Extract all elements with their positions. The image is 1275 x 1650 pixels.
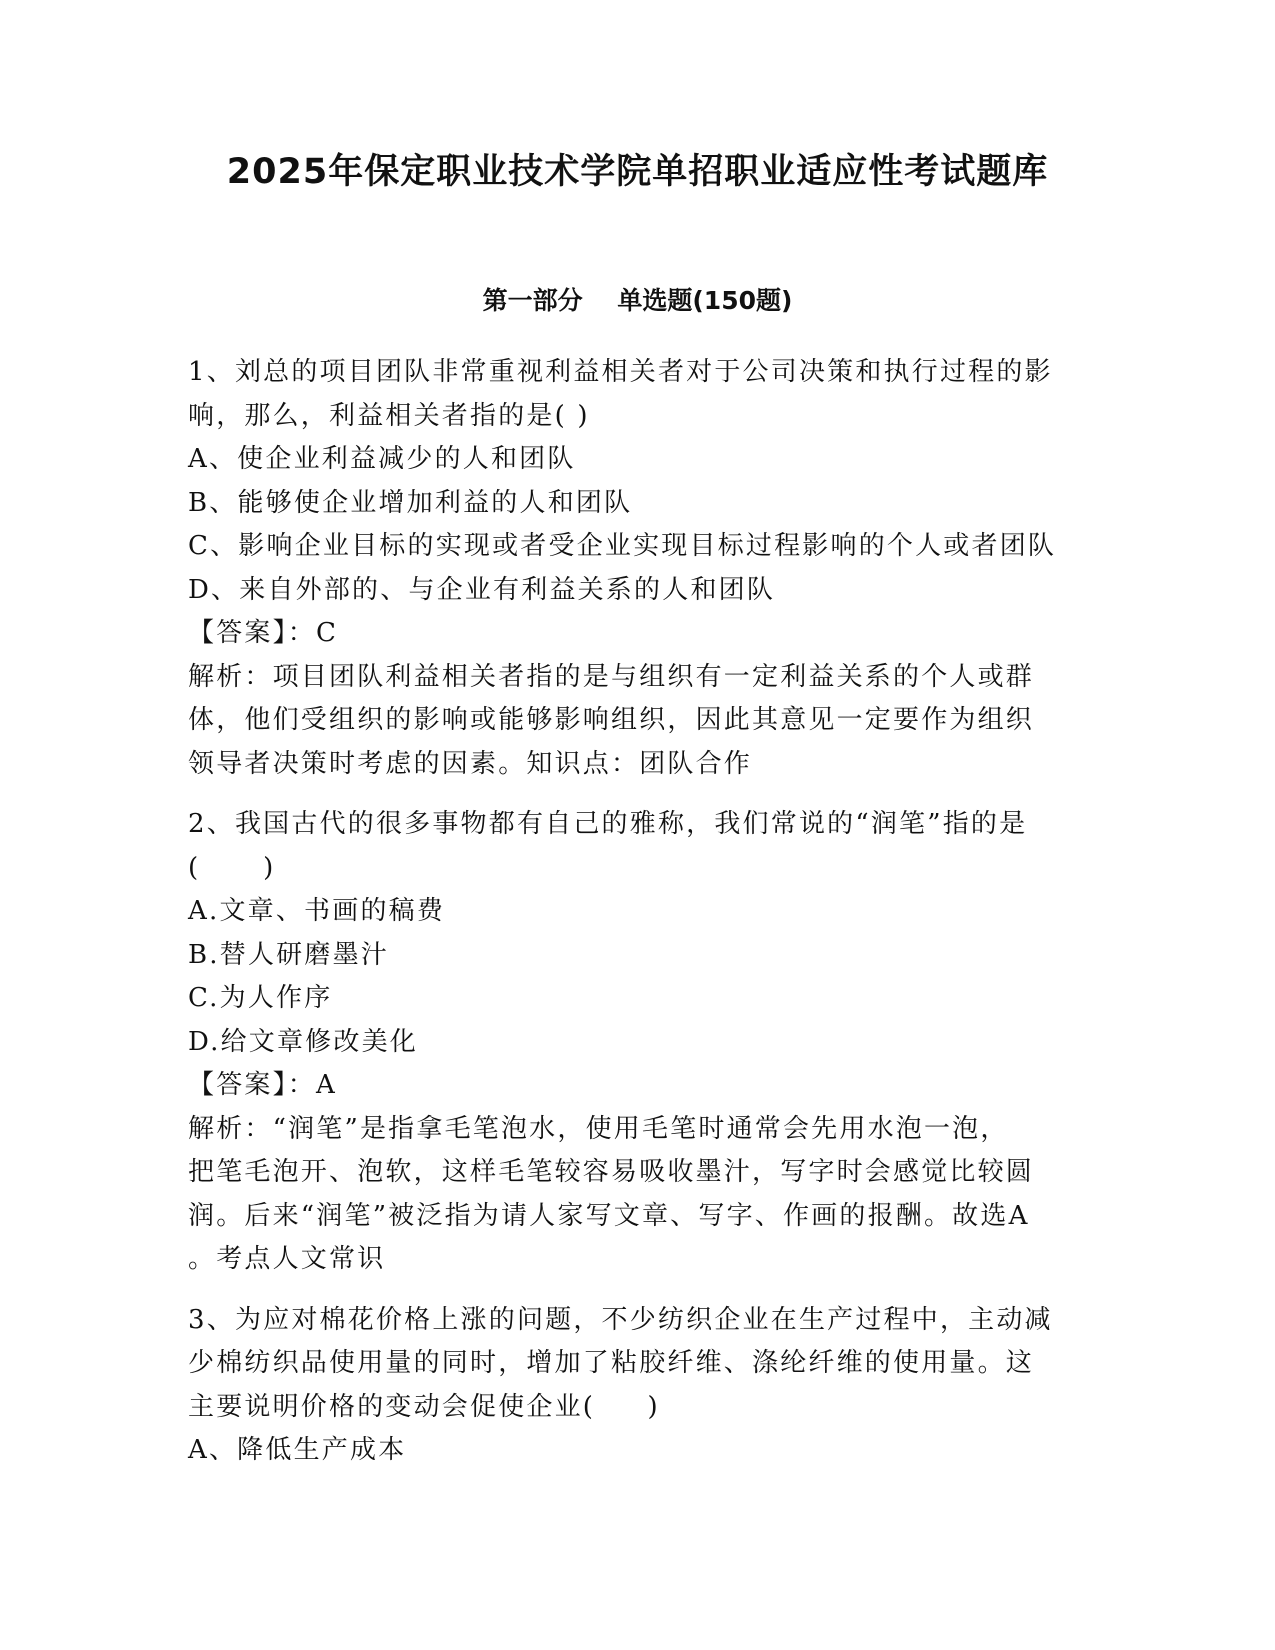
question-stem-line: 2、我国古代的很多事物都有自己的雅称，我们常说的“润笔”指的是: [188, 809, 1028, 839]
document-title: 2025年保定职业技术学院单招职业适应性考试题库: [226, 152, 1049, 192]
question-2: [188, 803, 1088, 1282]
option-a: A、降低生产成本: [188, 1435, 407, 1465]
analysis-line: 润。后来“润笔”被泛指为请人家写文章、写字、作画的报酬。故选A: [188, 1200, 1030, 1231]
answer-line: 【答案】：C: [188, 618, 339, 648]
option-d: D、来自外部的、与企业有利益关系的人和团队: [188, 574, 776, 605]
analysis-line: 解析：项目团队利益相关者指的是与组织有一定利益关系的个人或群: [188, 661, 1035, 692]
option-a: A、使企业利益减少的人和团队: [188, 444, 576, 474]
analysis-line: 把笔毛泡开、泡软，这样毛笔较容易吸收墨汁，写字时会感觉比较圆: [188, 1157, 1035, 1187]
option-b: B.替人研磨墨汁: [188, 939, 389, 970]
option-c: C、影响企业目标的实现或者受企业实现目标过程影响的个人或者团队: [188, 531, 1057, 561]
question-stem-line: 3、为应对棉花价格上涨的问题，不少纺织企业在生产过程中，主动减: [188, 1304, 1053, 1335]
answer-line: 【答案】：A: [188, 1070, 337, 1100]
question-stem-line: 1、刘总的项目团队非常重视利益相关者对于公司决策和执行过程的影: [188, 357, 1053, 387]
option-c: C.为人作序: [188, 983, 333, 1013]
analysis-line: 解析：“润笔”是指拿毛笔泡水，使用毛笔时通常会先用水泡一泡，: [188, 1113, 1009, 1144]
question-list: [188, 351, 1088, 1490]
option-a: A.文章、书画的稿费: [188, 896, 446, 926]
question-stem-line: 少棉纺织品使用量的同时，增加了粘胶纤维、涤纶纤维的使用量。这: [188, 1348, 1035, 1378]
analysis-line: 体，他们受组织的影响或能够影响组织，因此其意见一定要作为组织: [188, 705, 1035, 735]
option-b: B、能够使企业增加利益的人和团队: [188, 487, 633, 518]
question-stem-line: ( ): [188, 852, 276, 883]
analysis-line: 领导者决策时考虑的因素。知识点：团队合作: [188, 748, 753, 779]
analysis-line: 。考点人文常识: [188, 1244, 386, 1274]
question-stem-line: 主要说明价格的变动会促使企业( ): [188, 1391, 660, 1422]
section-title: 第一部分 单选题(150题): [482, 286, 793, 315]
option-d: D.给文章修改美化: [188, 1026, 418, 1057]
question-1: [188, 351, 1088, 786]
question-3: [188, 1299, 1088, 1473]
question-stem-line: 响，那么，利益相关者指的是( ): [188, 400, 590, 431]
